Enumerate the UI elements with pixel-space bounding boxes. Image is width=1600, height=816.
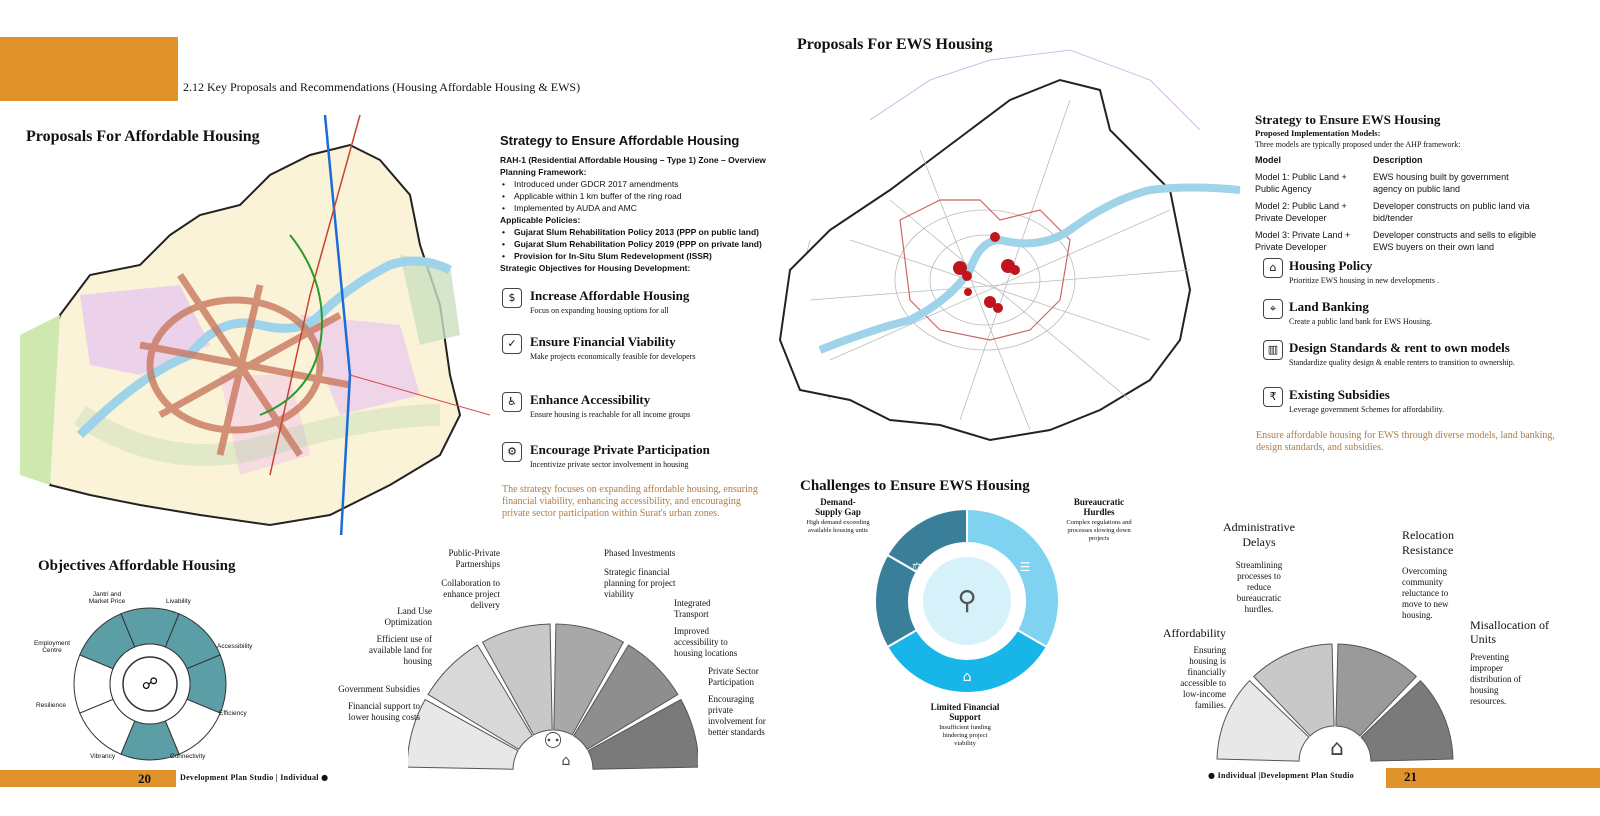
ews-summary: Ensure affordable housing for EWS through diverse models, land banking, design standards, and subsidies. <box>1256 430 1555 453</box>
affordable-housing-map <box>20 115 490 535</box>
fan-title: Private Sector Participation <box>708 666 759 687</box>
fan-item-affordability <box>1144 626 1226 711</box>
col-model-header: Model <box>1255 155 1281 165</box>
models-intro: Three models are typically proposed under the AHP framework: <box>1255 140 1461 149</box>
fan-desc: Financial support to lower housing costs <box>348 701 420 722</box>
fan-title: Land Use Optimization <box>384 606 432 627</box>
policy-housing <box>1263 258 1593 285</box>
fan-item-subsidies <box>322 684 420 723</box>
table-row <box>1255 171 1555 195</box>
fan-item-landuse <box>352 606 432 667</box>
wheel-label-jantri: Jantri and Market Price <box>88 591 126 605</box>
fan-item-misallocation <box>1470 618 1570 707</box>
footer-text-left <box>180 773 328 782</box>
desc-cell: EWS housing built by government agency on public land <box>1373 172 1509 194</box>
page-number-right: 21 <box>1404 769 1417 784</box>
orange-header-block <box>0 37 178 101</box>
affordable-fan-chart <box>408 610 698 770</box>
ews-map-title: Proposals For EWS Housing <box>797 36 993 53</box>
desc-cell: Developer constructs on public land via bid/tender <box>1373 201 1530 223</box>
wheel-label-connectivity: Connectivity <box>170 753 206 760</box>
models-header-row <box>1255 154 1555 166</box>
list-item: • Implemented by AUDA and AMC <box>500 202 770 214</box>
fan-desc: Strategic financial planning for project viability <box>604 567 676 599</box>
donut-segment <box>875 555 917 647</box>
svg-text:⚖: ⚖ <box>911 560 923 574</box>
objectives-wheel <box>70 604 230 764</box>
affordable-map-title: Proposals For Affordable Housing <box>26 128 260 145</box>
fan-title: Administrative Delays <box>1223 520 1295 549</box>
zone-overview: RAH-1 (Residential Affordable Housing – Type 1) Zone – Overview <box>500 155 766 165</box>
list-item: • Applicable within 1 km buffer of the ring road <box>500 190 770 202</box>
house-icon: ⌂ <box>1263 258 1283 278</box>
model-cell: Model 3: Private Land + Private Developer <box>1255 230 1351 252</box>
objective-sub: Make projects economically feasible for developers <box>530 352 696 361</box>
desc-cell: Developer constructs and sells to eligible EWS buyers on their own land <box>1373 230 1537 252</box>
fan-item-ppp <box>420 548 500 611</box>
policy-subsidies <box>1263 387 1593 414</box>
objectives-label: Strategic Objectives for Housing Development: <box>500 263 691 273</box>
wheel-label-accessibility: Accessibility <box>217 643 253 650</box>
wheel-label-vibrancy: Vibrancy <box>90 753 116 760</box>
fan-desc: Improved accessibility to housing locations <box>674 626 738 658</box>
affordable-strategy-panel <box>500 133 770 274</box>
wheel-label-employment: Employment Centre <box>33 640 71 654</box>
objectives-title: Objectives Affordable Housing <box>38 558 236 574</box>
person-icon: ● <box>1208 771 1216 780</box>
dollar-icon: $ <box>502 288 522 308</box>
policy-sub: Prioritize EWS housing in new developments . <box>1289 276 1439 285</box>
affordable-strategy-title: Strategy to Ensure Affordable Housing <box>500 133 740 148</box>
objective-sub: Ensure housing is reachable for all income groups <box>530 410 691 419</box>
footer-bar-right <box>1386 768 1600 788</box>
challenge-head: Limited Financial Support <box>930 702 1000 722</box>
svg-text:⌂: ⌂ <box>1330 736 1344 761</box>
gears-icon: ⚙ <box>502 442 522 462</box>
fan-desc: Efficient use of available land for housing <box>369 634 432 666</box>
ews-strategy-title: Strategy to Ensure EWS Housing <box>1255 112 1441 127</box>
planning-framework-label: Planning Framework: <box>500 167 587 177</box>
fan-title: Public-Private Partnerships <box>448 548 500 569</box>
ews-strategy-panel <box>1255 112 1555 258</box>
fan-item-relocation <box>1402 528 1472 621</box>
table-row <box>1255 200 1555 224</box>
challenge-head: Demand-Supply Gap <box>815 497 861 517</box>
wheel-label-livability: Livability <box>166 598 191 605</box>
policies-label: Applicable Policies: <box>500 215 581 225</box>
svg-text:⌂: ⌂ <box>962 669 972 685</box>
policy-design <box>1263 340 1599 367</box>
fan-desc: Encouraging private involvement for better standards <box>708 694 766 737</box>
fan-desc: Streamlining processes to reduce bureaucratic hurdles. <box>1235 560 1283 614</box>
challenge-sub: Insufficient funding hindering project viability <box>939 724 991 747</box>
policy-head: Land Banking <box>1289 299 1369 314</box>
challenge-head: Bureaucratic Hurdles <box>1073 497 1125 517</box>
policy-list <box>500 226 770 262</box>
svg-text:⚇: ⚇ <box>543 729 563 754</box>
models-label: Proposed Implementation Models: <box>1255 128 1381 138</box>
affordable-summary: The strategy focuses on expanding affordable housing, ensuring financial viability, enhancing accessibility, and encouraging private sector participation within Surat's urban zones. <box>502 484 758 519</box>
fan-title: Government Subsidies <box>338 684 420 694</box>
model-cell: Model 2: Public Land + Private Developer <box>1255 201 1347 223</box>
policy-sub: Leverage government Schemes for affordability. <box>1289 405 1445 414</box>
objective-sub: Focus on expanding housing options for all <box>530 306 669 315</box>
page-number-left: 20 <box>138 771 151 786</box>
ews-fan-chart <box>1215 612 1455 762</box>
ews-housing-map <box>770 40 1250 460</box>
fan-title: Integrated Transport <box>674 598 711 619</box>
policy-landbank <box>1263 299 1593 326</box>
check-icon: ✓ <box>502 334 522 354</box>
challenge-sub: Complex regulations and processes slowing down projects <box>1066 519 1132 542</box>
footer-label: Development Plan Studio | Individual <box>180 773 319 782</box>
planning-list <box>500 178 770 214</box>
fan-item-administrative <box>1212 520 1306 615</box>
list-item: • Gujarat Slum Rehabilitation Policy 2019 (PPP on private land) <box>500 238 770 250</box>
fan-item-phased <box>604 548 678 600</box>
policy-sub: Create a public land bank for EWS Housing. <box>1289 317 1433 326</box>
objective-increase <box>502 288 762 315</box>
objective-sub: Incentivize private sector involvement in housing <box>530 460 689 469</box>
challenge-sub: High demand exceeding available housing units <box>806 519 870 534</box>
fan-desc: Preventing improper distribution of housing resources. <box>1470 652 1522 706</box>
location-icon: ⌖ <box>1263 299 1283 319</box>
list-item: • Provision for In-Situ Slum Redevelopment (ISSR) <box>500 250 770 262</box>
wheel-label-resilience: Resilience <box>36 702 66 709</box>
policy-head: Existing Subsidies <box>1289 387 1390 402</box>
svg-text:⚲: ⚲ <box>957 586 977 616</box>
challenge-financial <box>920 702 1010 748</box>
objective-head: Increase Affordable Housing <box>530 288 690 303</box>
challenge-demand <box>800 497 876 535</box>
objective-viability <box>502 334 762 361</box>
ews-city-boundary <box>780 80 1190 440</box>
model-cell: Model 1: Public Land + Public Agency <box>1255 172 1347 194</box>
fan-title: Relocation Resistance <box>1402 528 1454 557</box>
fan-desc: Overcoming community reluctance to move to new housing. <box>1402 566 1449 620</box>
fan-title: Affordability <box>1162 626 1226 640</box>
building-icon: ▥ <box>1263 340 1283 360</box>
objective-head: Ensure Financial Viability <box>530 334 676 349</box>
table-row <box>1255 229 1555 253</box>
footer-text-right <box>1208 771 1354 780</box>
challenge-bureaucratic <box>1064 497 1134 543</box>
fan-item-transport <box>674 598 744 659</box>
objective-accessibility <box>502 392 762 419</box>
section-heading: 2.12 Key Proposals and Recommendations (Housing Affordable Housing & EWS) <box>183 80 581 94</box>
person-icon: ● <box>321 773 329 782</box>
policy-sub: Standardize quality design & enable renters to transition to ownership. <box>1289 358 1515 367</box>
footer-label: Individual |Development Plan Studio <box>1217 771 1355 780</box>
wheel-label-efficiency: Efficiency <box>219 710 247 717</box>
challenges-donut <box>872 506 1062 696</box>
subsidy-icon: ₹ <box>1263 387 1283 407</box>
list-item: • Gujarat Slum Rehabilitation Policy 2013 (PPP on public land) <box>500 226 770 238</box>
policy-head: Design Standards & rent to own models <box>1289 340 1510 355</box>
objective-head: Enhance Accessibility <box>530 392 651 407</box>
fan-title: Misallocation of Units <box>1470 618 1549 646</box>
svg-text:⌂: ⌂ <box>561 753 571 769</box>
fan-title: Phased Investments <box>604 548 676 558</box>
accessibility-icon: ♿ <box>502 392 522 412</box>
fan-item-private <box>708 666 768 738</box>
fan-desc: Ensuring housing is financially accessible to low-income families. <box>1180 645 1226 710</box>
svg-text:☍: ☍ <box>141 674 159 693</box>
fan-desc: Collaboration to enhance project delivery <box>441 578 500 610</box>
objective-head: Encourage Private Participation <box>530 442 710 457</box>
objective-private <box>502 442 762 469</box>
policy-head: Housing Policy <box>1289 258 1373 273</box>
svg-text:☰: ☰ <box>1019 560 1031 574</box>
col-desc-header: Description <box>1373 155 1423 165</box>
challenges-title: Challenges to Ensure EWS Housing <box>800 478 1030 494</box>
list-item: • Introduced under GDCR 2017 amendments <box>500 178 770 190</box>
